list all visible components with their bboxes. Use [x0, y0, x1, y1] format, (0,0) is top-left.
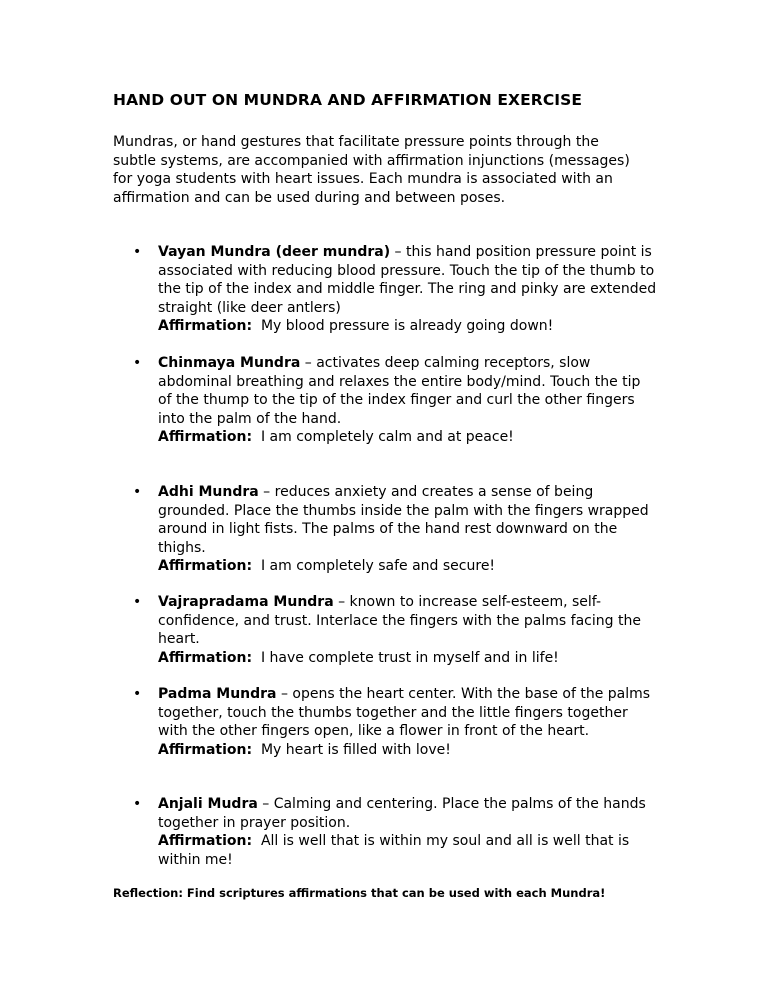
affirmation-label: Affirmation:	[158, 649, 253, 666]
affirmation-text: My blood pressure is already going down!	[260, 318, 554, 334]
affirmation-text: I have complete trust in myself and in life!	[260, 649, 559, 666]
list-item-adhi	[158, 483, 658, 576]
intro-paragraph: Mundras, or hand gestures that facilitate pressure points through the subtle systems, are accompanied with affirmation injunctions (messages) for yoga students with heart issues. Each mundra is associated with an affirmation and can be used during and between poses.	[113, 134, 630, 206]
affirmation-label: Affirmation:	[158, 318, 253, 334]
affirmation-text: I am completely calm and at peace!	[260, 429, 514, 445]
affirmation-label: Affirmation:	[158, 833, 253, 849]
mundra-name: Padma Mundra	[158, 686, 277, 702]
reflection-note: Reflection: Find scriptures affirmations that can be used with each Mundra!	[113, 886, 606, 900]
list-item-chinmaya	[158, 354, 658, 447]
mundra-description: – reduces anxiety and creates a sense of being grounded. Place the thumbs inside the palm with the fingers wrapped around in light fists. The palms of the hand rest downward on the thighs.	[158, 484, 649, 556]
mundra-description: – opens the heart center. With the base of the palms together, touch the thumbs together and the little fingers together with the other fingers open, like a flower in front of the heart.	[158, 686, 651, 739]
mundra-description: – known to increase self-esteem, self-confidence, and trust. Interlace the fingers with the palms facing the heart.	[158, 594, 641, 647]
list-item-vayan	[158, 243, 658, 336]
affirmation-label: Affirmation:	[158, 741, 253, 758]
mundra-description: – Calming and centering. Place the palms of the hands together in prayer position.	[158, 796, 646, 831]
affirmation-label: Affirmation:	[158, 429, 253, 445]
document-title: HAND OUT ON MUNDRA AND AFFIRMATION EXERCISE	[113, 91, 583, 109]
mundra-name: Anjali Mudra	[158, 796, 258, 812]
mundra-name: Vajrapradama Mundra	[158, 594, 334, 610]
affirmation-text: I am completely safe and secure!	[260, 558, 496, 574]
affirmation-text: My heart is filled with love!	[260, 741, 451, 758]
list-item-padma	[158, 685, 658, 759]
mundra-name: Vayan Mundra (deer mundra)	[158, 244, 391, 260]
list-item-anjali	[158, 795, 658, 869]
list-item-vajrapradama	[158, 593, 658, 667]
mundra-name: Chinmaya Mundra	[158, 355, 301, 371]
mundra-description: – activates deep calming receptors, slow abdominal breathing and relaxes the entire body/mind. Touch the tip of the thump to the tip of the index finger and curl the other fingers into the palm of the hand.	[158, 355, 641, 427]
mundra-description: – this hand position pressure point is associated with reducing blood pressure. Touch the tip of the thumb to the tip of the index and middle finger. The ring and pinky are extended straight (like deer antlers)	[158, 244, 657, 316]
affirmation-label: Affirmation:	[158, 558, 253, 574]
affirmation-text: All is well that is within my soul and all is well that is within me!	[158, 833, 630, 868]
mundra-name: Adhi Mundra	[158, 484, 259, 500]
